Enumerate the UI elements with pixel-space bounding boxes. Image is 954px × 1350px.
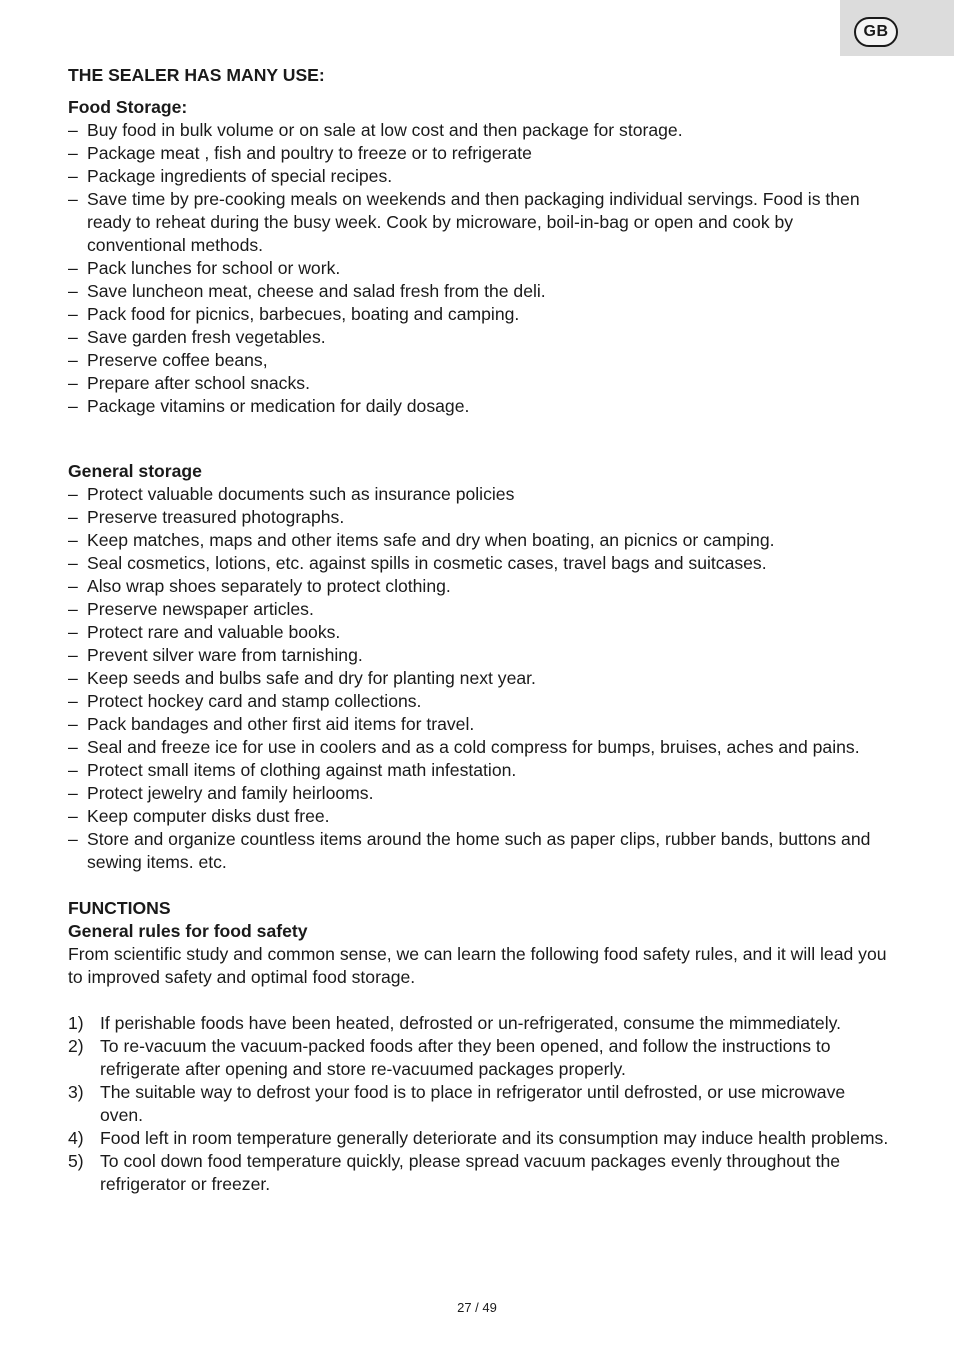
list-item xyxy=(68,1035,890,1081)
rule-number: 4) xyxy=(68,1128,84,1148)
food-safety-heading: General rules for food safety xyxy=(68,921,308,941)
list-item: – Pack food for picnics, barbecues, boating and camping. xyxy=(68,303,890,326)
list-item: – Protect valuable documents such as insurance policies xyxy=(68,483,890,506)
list-item: – Prepare after school snacks. xyxy=(68,372,890,395)
list-item: – Seal cosmetics, lotions, etc. against spills in cosmetic cases, travel bags and suitcases. xyxy=(68,552,890,575)
page-title: THE SEALER HAS MANY USE: xyxy=(68,65,325,85)
list-item: – Save garden fresh vegetables. xyxy=(68,326,890,349)
list-item: – Pack lunches for school or work. xyxy=(68,257,890,280)
food-safety-rules xyxy=(68,1012,890,1196)
list-item: – Keep computer disks dust free. xyxy=(68,805,890,828)
general-storage-list xyxy=(68,483,890,874)
list-item: – Preserve coffee beans, xyxy=(68,349,890,372)
list-item: – Package meat , fish and poultry to freeze or to refrigerate xyxy=(68,142,890,165)
list-item: – Keep seeds and bulbs safe and dry for planting next year. xyxy=(68,667,890,690)
list-item: – Preserve newspaper articles. xyxy=(68,598,890,621)
list-item: – Prevent silver ware from tarnishing. xyxy=(68,644,890,667)
general-storage-heading: General storage xyxy=(68,461,202,481)
list-item: – Protect jewelry and family heirlooms. xyxy=(68,782,890,805)
list-item: – Protect hockey card and stamp collections. xyxy=(68,690,890,713)
rule-number: 3) xyxy=(68,1082,84,1102)
food-safety-intro: From scientific study and common sense, we can learn the following food safety rules, and it will lead you to improved safety and optimal food storage. xyxy=(68,944,887,987)
food-storage-list xyxy=(68,119,890,418)
functions-heading: FUNCTIONS xyxy=(68,898,171,918)
list-item xyxy=(68,1127,890,1150)
rule-number: 5) xyxy=(68,1151,84,1171)
list-item: – Pack bandages and other first aid items for travel. xyxy=(68,713,890,736)
rule-text: Food left in room temperature generally deteriorate and its consumption may induce health problems. xyxy=(100,1128,889,1148)
list-item: – Buy food in bulk volume or on sale at low cost and then package for storage. xyxy=(68,119,890,142)
rule-number: 2) xyxy=(68,1036,84,1056)
food-storage-heading: Food Storage: xyxy=(68,97,188,117)
list-item: – Package vitamins or medication for daily dosage. xyxy=(68,395,890,418)
list-item: – Save time by pre-cooking meals on weekends and then packaging individual servings. Food is then ready to reheat during the busy week. Cook by microware, boil-in-bag or open and cook by conventional methods. xyxy=(68,188,890,257)
list-item: – Also wrap shoes separately to protect clothing. xyxy=(68,575,890,598)
language-tab xyxy=(840,0,954,56)
list-item xyxy=(68,1012,890,1035)
list-item xyxy=(68,1150,890,1196)
list-item: – Keep matches, maps and other items safe and dry when boating, an picnics or camping. xyxy=(68,529,890,552)
page-number: 27 / 49 xyxy=(457,1300,497,1315)
list-item xyxy=(68,1081,890,1127)
page-content xyxy=(68,64,890,1196)
list-item: – Package ingredients of special recipes. xyxy=(68,165,890,188)
language-badge: GB xyxy=(854,17,898,47)
list-item: – Store and organize countless items around the home such as paper clips, rubber bands, buttons and sewing items. etc. xyxy=(68,828,890,874)
rule-text: To re-vacuum the vacuum-packed foods after they been opened, and follow the instructions to refrigerate after opening and store re-vacuumed packages properly. xyxy=(100,1036,831,1079)
list-item: – Seal and freeze ice for use in coolers and as a cold compress for bumps, bruises, aches and pains. xyxy=(68,736,890,759)
list-item: – Preserve treasured photographs. xyxy=(68,506,890,529)
rule-text: If perishable foods have been heated, defrosted or un-refrigerated, consume the mimmediately. xyxy=(100,1013,841,1033)
list-item: – Protect small items of clothing against math infestation. xyxy=(68,759,890,782)
rule-number: 1) xyxy=(68,1013,84,1033)
list-item: – Save luncheon meat, cheese and salad fresh from the deli. xyxy=(68,280,890,303)
rule-text: To cool down food temperature quickly, please spread vacuum packages evenly throughout the refrigerator or freezer. xyxy=(100,1151,841,1194)
list-item: – Protect rare and valuable books. xyxy=(68,621,890,644)
rule-text: The suitable way to defrost your food is to place in refrigerator until defrosted, or use microwave oven. xyxy=(100,1082,846,1125)
